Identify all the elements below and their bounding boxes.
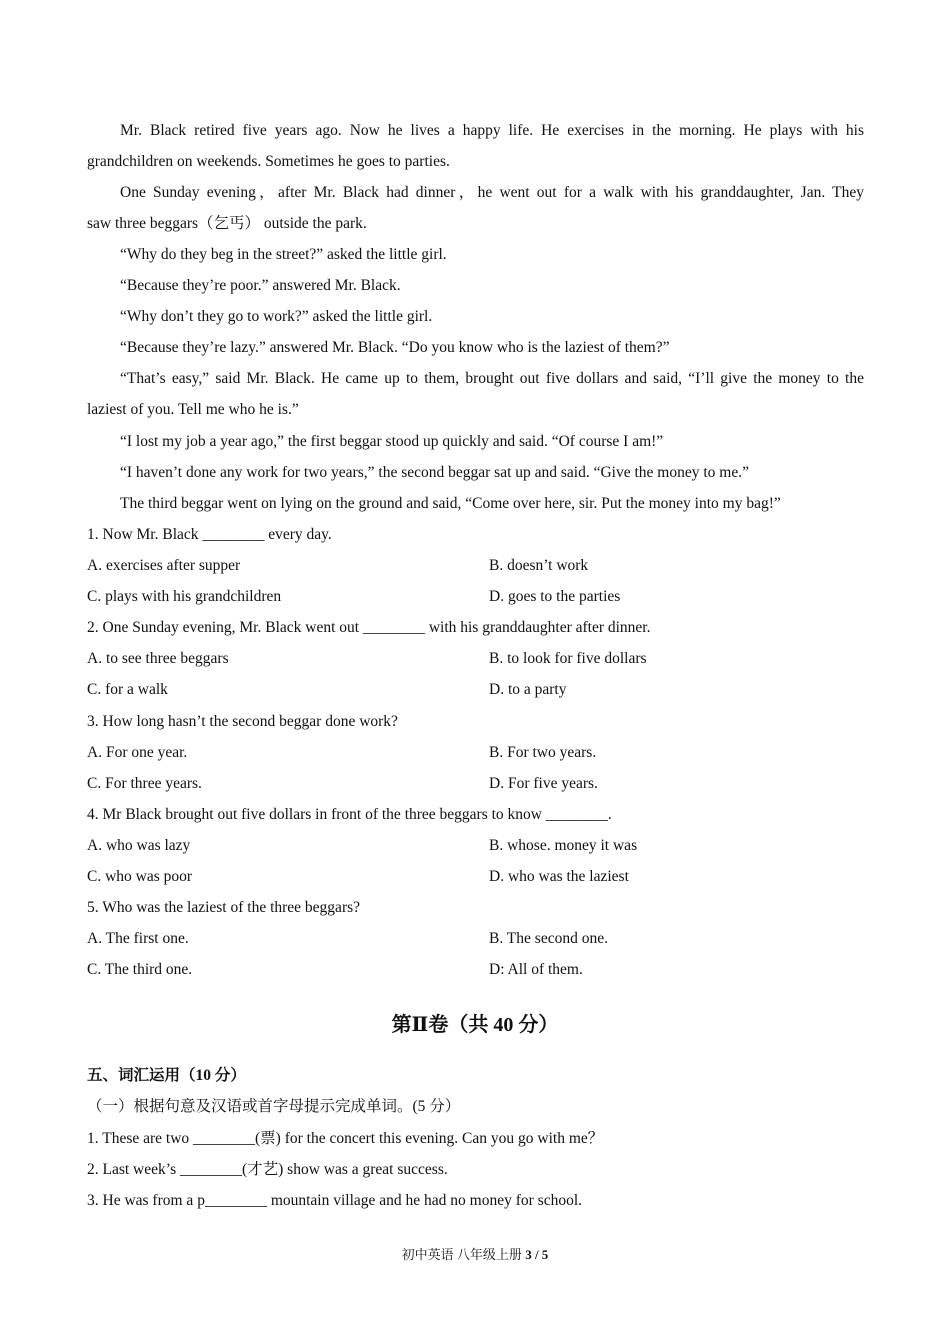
- vocab-item: 1. These are two ________(票) for the concert this evening. Can you go with me？: [87, 1130, 604, 1147]
- question-stem: 5. Who was the laziest of the three beggars?: [87, 899, 361, 916]
- passage-line: “That’s easy,” said Mr. Black. He came up to them, brought out five dollars and said, “I’ll give the money to the: [120, 370, 864, 387]
- passage-line: saw three beggars（乞丐） outside the park.: [87, 215, 367, 232]
- option-d: D. who was the laziest: [489, 868, 629, 885]
- option-b: B. The second one.: [489, 930, 608, 947]
- option-d: D. goes to the parties: [489, 588, 621, 605]
- option-d: D. to a party: [489, 681, 567, 698]
- option-a: A. to see three beggars: [87, 650, 229, 667]
- option-c: C. For three years.: [87, 775, 202, 792]
- passage-line: The third beggar went on lying on the ground and said, “Come over here, sir. Put the money into my bag!”: [120, 495, 781, 512]
- passage-line: Mr. Black retired five years ago. Now he lives a happy life. He exercises in the morning. He plays with his: [120, 122, 864, 139]
- sub-instruction: （一）根据句意及汉语或首字母提示完成单词。(5 分）: [87, 1098, 461, 1115]
- question-stem: 1. Now Mr. Black ________ every day.: [87, 526, 332, 543]
- passage-line: “Why do they beg in the street?” asked the little girl.: [120, 246, 447, 263]
- option-c: C. for a walk: [87, 681, 168, 698]
- passage-line: “Because they’re lazy.” answered Mr. Black. “Do you know who is the laziest of them?”: [120, 339, 670, 356]
- option-a: A. The first one.: [87, 930, 189, 947]
- page-number: 3 / 5: [525, 1247, 549, 1262]
- passage-line: “I lost my job a year ago,” the first beggar stood up quickly and said. “Of course I am!”: [120, 433, 664, 450]
- passage-line: “Because they’re poor.” answered Mr. Black.: [120, 277, 401, 294]
- part-heading: 五、词汇运用（10 分）: [87, 1067, 246, 1084]
- option-c: C. who was poor: [87, 868, 193, 885]
- footer-subject: 初中英语 八年级上册: [401, 1247, 526, 1262]
- passage-line: laziest of you. Tell me who he is.”: [87, 401, 299, 418]
- question-stem: 3. How long hasn’t the second beggar done work?: [87, 713, 398, 730]
- option-b: B. doesn’t work: [489, 557, 589, 574]
- passage-line: “I haven’t done any work for two years,” the second beggar sat up and said. “Give the money to me.”: [120, 464, 749, 481]
- passage-line: One Sunday evening，after Mr. Black had dinner，he went out for a walk with his granddaughter, Jan. They: [120, 184, 864, 201]
- section-title: 第Ⅱ卷（共 40 分）: [391, 1014, 559, 1036]
- option-a: A. who was lazy: [87, 837, 191, 854]
- passage-line: grandchildren on weekends. Sometimes he goes to parties.: [87, 153, 450, 170]
- option-b: B. For two years.: [489, 744, 597, 761]
- page-footer: [0, 1246, 950, 1264]
- option-b: B. whose. money it was: [489, 837, 638, 854]
- vocab-item: 3. He was from a p________ mountain village and he had no money for school.: [87, 1192, 583, 1209]
- question-stem: 4. Mr Black brought out five dollars in front of the three beggars to know ________.: [87, 806, 612, 823]
- passage-line: “Why don’t they go to work?” asked the little girl.: [120, 308, 433, 325]
- option-a: A. For one year.: [87, 744, 188, 761]
- option-d: D: All of them.: [489, 961, 583, 978]
- option-d: D. For five years.: [489, 775, 598, 792]
- option-b: B. to look for five dollars: [489, 650, 647, 667]
- option-a: A. exercises after supper: [87, 557, 241, 574]
- option-c: C. The third one.: [87, 961, 193, 978]
- vocab-item: 2. Last week’s ________(才艺) show was a great success.: [87, 1161, 448, 1178]
- question-stem: 2. One Sunday evening, Mr. Black went out ________ with his granddaughter after dinner.: [87, 619, 651, 636]
- option-c: C. plays with his grandchildren: [87, 588, 282, 605]
